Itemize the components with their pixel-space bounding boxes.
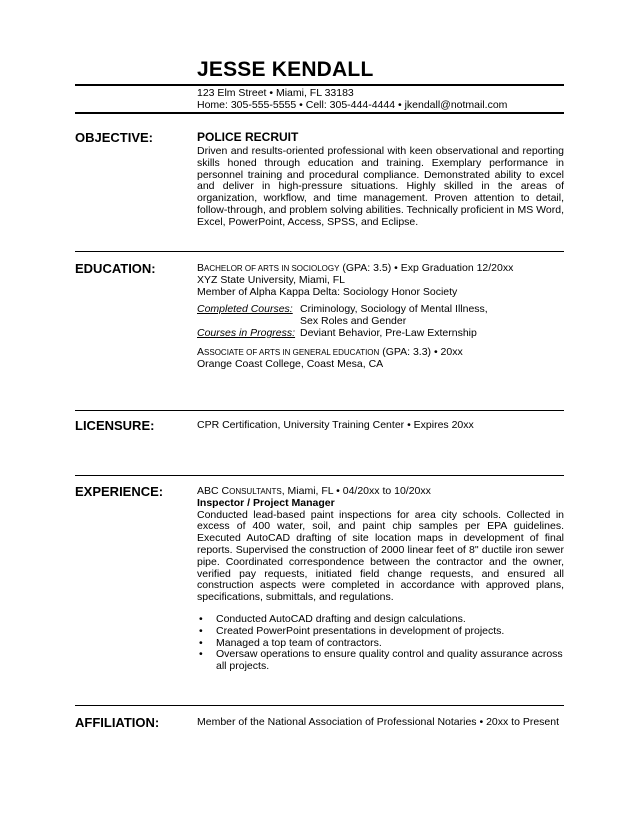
list-item: • Oversaw operations to ensure quality control and quality assurance across all projects. bbox=[199, 648, 563, 673]
affiliation-text: Member of the National Association of Professional Notaries • 20xx to Present bbox=[197, 716, 560, 728]
completed-courses-value-2: Sex Roles and Gender bbox=[300, 315, 407, 328]
licensure-text: CPR Certification, University Training Center • Expires 20xx bbox=[197, 419, 474, 431]
licensure-heading: LICENSURE: bbox=[75, 418, 155, 433]
completed-courses-value: Criminology, Sociology of Mental Illness, bbox=[300, 303, 488, 316]
objective-heading: OBJECTIVE: bbox=[75, 130, 154, 145]
bullet-icon: • bbox=[199, 636, 203, 649]
education-block bbox=[197, 263, 564, 370]
school-line: XYZ State University, Miami, FL bbox=[197, 273, 346, 286]
experience-block bbox=[197, 486, 564, 673]
header-divider-bottom bbox=[75, 112, 564, 114]
courses-in-progress-label: Courses in Progress: bbox=[197, 326, 296, 339]
degree-line: BACHELOR OF ARTS IN SOCIOLOGY (GPA: 3.5) • Exp Graduation 12/20xx bbox=[197, 262, 514, 274]
honor-society-line: Member of Alpha Kappa Delta: Sociology Honor Society bbox=[197, 285, 458, 298]
list-item: • Managed a top team of contractors. bbox=[199, 636, 382, 649]
experience-bullets bbox=[197, 614, 564, 673]
objective-text: Driven and results-oriented professional with keen observational and reporting skills honed through education and training. Exemplary performance in personnel training and procedural compliance. Demonstrated ability to excel and deliver in high-pressure situations. Highly skilled in the areas of organization, workflow, and time management. Proven attention to detail, follow-through, and problem solving abilities. Technically proficient in MS Word, Excel, PowerPoint, Access, SPSS, and Eclipse. bbox=[197, 145, 564, 228]
completed-courses-label: Completed Courses: bbox=[197, 303, 293, 316]
affiliation-heading: AFFILIATION: bbox=[75, 715, 160, 730]
contact-address: 123 Elm Street • Miami, FL 33183 bbox=[197, 87, 354, 99]
list-item: • Created PowerPoint presentations in development of projects. bbox=[199, 624, 505, 637]
section-divider bbox=[75, 475, 564, 476]
section-divider bbox=[75, 705, 564, 706]
courses-in-progress-row bbox=[197, 328, 564, 340]
school-line-2: Orange Coast College, Coast Mesa, CA bbox=[197, 357, 384, 370]
section-divider bbox=[75, 251, 564, 252]
courses-in-progress-value: Deviant Behavior, Pre-Law Externship bbox=[300, 326, 477, 339]
experience-heading: EXPERIENCE: bbox=[75, 484, 164, 499]
bullet-icon: • bbox=[199, 612, 203, 625]
contact-phones-email: Home: 305-555-5555 • Cell: 305-444-4444 • jkendall@notmail.com bbox=[197, 99, 508, 111]
job-title: Inspector / Project Manager bbox=[197, 496, 335, 509]
experience-description: Conducted lead-based paint inspections for area city schools. Collected in excess of 400 water, soil, and paint chip samples per EPA guidelines. Executed AutoCAD drafting of site location maps in development of final reports. Supervised the construction of 2000 linear feet of 8" ductile iron sewer pipe. Coordinated correspondence between the contractor and the owner, verified pay requests, initiated field change requests, and ensured all construction aspects were completed in accordance with approved plans, specifications, submittals, and regulations. bbox=[197, 508, 564, 604]
list-item: • Conducted AutoCAD drafting and design calculations. bbox=[199, 612, 466, 625]
bullet-icon: • bbox=[199, 624, 203, 637]
bullet-icon: • bbox=[199, 648, 203, 661]
section-divider bbox=[75, 410, 564, 411]
company-line: ABC CONSULTANTS, Miami, FL • 04/20xx to 10/20xx bbox=[197, 485, 431, 497]
resume-name: JESSE KENDALL bbox=[197, 58, 374, 81]
education-heading: EDUCATION: bbox=[75, 261, 156, 276]
degree-line-2: ASSOCIATE OF ARTS IN GENERAL EDUCATION (GPA: 3.3) • 20xx bbox=[197, 345, 463, 358]
objective-title: POLICE RECRUIT bbox=[197, 130, 299, 144]
header-divider bbox=[75, 84, 564, 86]
